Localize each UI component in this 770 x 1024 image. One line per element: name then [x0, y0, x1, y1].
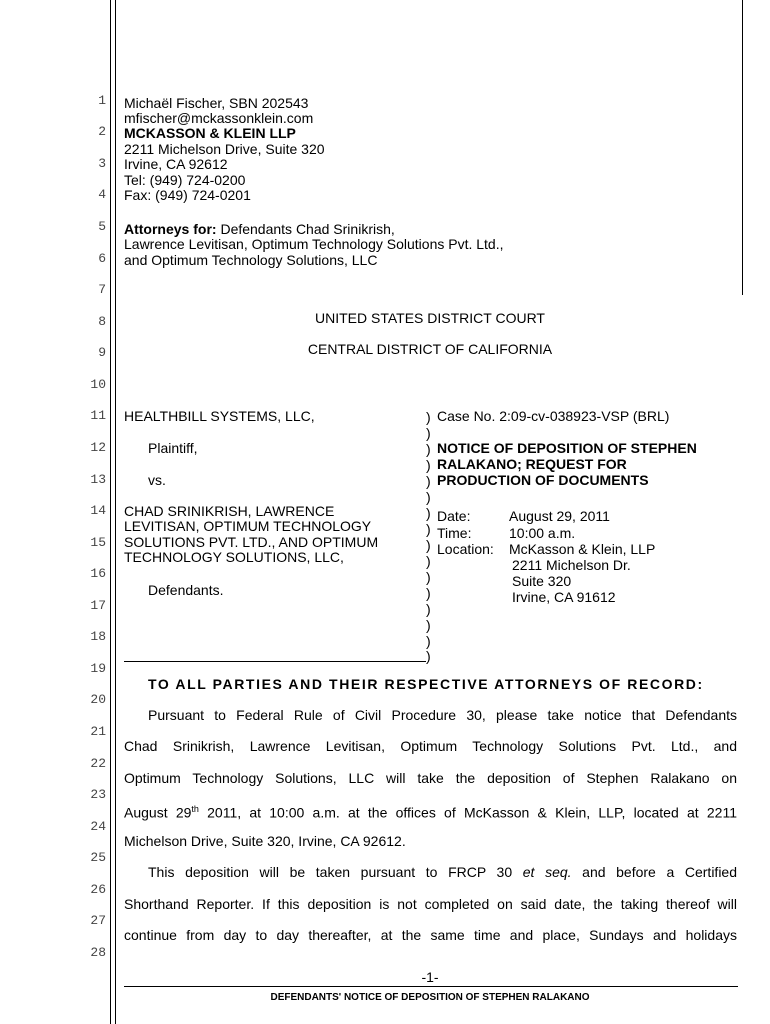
line-number: 11	[90, 408, 106, 423]
caption-paren: )	[426, 553, 431, 569]
firm-fax: Fax: (949) 724-0201	[124, 187, 251, 203]
line-number: 3	[98, 156, 106, 171]
ordinal-suffix: th	[191, 804, 199, 814]
paragraph-2-line-1-start: This deposition will be taken pursuant to FRCP 30	[148, 864, 523, 880]
defendants-line-2: LEVITISAN, OPTIMUM TECHNOLOGY	[124, 518, 372, 534]
footer-rule	[124, 986, 738, 987]
line-number: 13	[90, 472, 106, 487]
attorneys-for-line-2: Lawrence Levitisan, Optimum Technology Solutions Pvt. Ltd.,	[124, 236, 504, 252]
line-number: 14	[90, 503, 106, 518]
location-label: Location:	[437, 541, 494, 557]
line-number: 20	[90, 692, 106, 707]
attorney-name: Michaël Fischer, SBN 202543	[124, 95, 309, 111]
paragraph-1-line-4-rest: 2011, at 10:00 a.m. at the offices of McKasson & Klein, LLP, located at 2211	[198, 804, 737, 821]
line-number: 7	[98, 282, 106, 297]
line-number: 21	[90, 724, 106, 739]
line-number: 12	[90, 440, 106, 455]
document-title-line-1: NOTICE OF DEPOSITION OF STEPHEN	[437, 440, 697, 456]
attorneys-for-label: Attorneys for:	[124, 221, 217, 237]
time-label: Time:	[437, 525, 472, 541]
caption-paren: )	[426, 585, 431, 601]
line-number: 5	[98, 219, 106, 234]
line-number: 9	[98, 345, 106, 360]
date-label: Date:	[437, 508, 471, 524]
line-number: 1	[98, 93, 106, 108]
location-line-3: Suite 320	[512, 573, 572, 589]
line-number: 25	[90, 850, 106, 865]
line-number: 19	[90, 661, 106, 676]
time-value: 10:00 a.m.	[509, 525, 576, 541]
line-number: 27	[90, 913, 106, 928]
caption-paren: )	[426, 457, 431, 473]
left-margin-rule-inner	[115, 0, 116, 1024]
paragraph-1-line-5: Michelson Drive, Suite 320, Irvine, CA 92612.	[124, 833, 406, 849]
caption-paren: )	[426, 569, 431, 585]
paragraph-2-line-1	[148, 865, 737, 881]
footer-title: DEFENDANTS' NOTICE OF DEPOSITION OF STEPHEN RALAKANO	[270, 992, 590, 1003]
right-margin-rule	[742, 0, 743, 295]
firm-address-2: Irvine, CA 92612	[124, 156, 228, 172]
paragraph-2-line-3: continue from day to day thereafter, at the same time and place, Sundays and holidays	[124, 927, 737, 943]
line-number: 6	[98, 251, 106, 266]
line-number: 8	[98, 314, 106, 329]
deposition-date-text: August 29	[124, 804, 192, 821]
paragraph-1-line-2: Chad Srinikrish, Lawrence Levitisan, Optimum Technology Solutions Pvt. Ltd., and	[124, 738, 737, 754]
line-number: 2	[98, 124, 106, 139]
defendants-label: Defendants.	[148, 582, 224, 598]
plaintiff-name: HEALTHBILL SYSTEMS, LLC,	[124, 408, 315, 424]
date-value: August 29, 2011	[509, 508, 610, 524]
document-title-line-3: PRODUCTION OF DOCUMENTS	[437, 472, 649, 488]
et-seq: et seq.	[522, 864, 572, 880]
line-number: 17	[90, 598, 106, 613]
salutation: TO ALL PARTIES AND THEIR RESPECTIVE ATTORNEYS OF RECORD:	[148, 676, 704, 692]
location-line-4: Irvine, CA 91612	[512, 589, 616, 605]
paragraph-1-line-1: Pursuant to Federal Rule of Civil Procedure 30, please take notice that Defendants	[148, 707, 737, 723]
paragraph-2-line-2: Shorthand Reporter. If this deposition is not completed on said date, the taking thereof will	[124, 896, 737, 912]
firm-name: MCKASSON & KLEIN LLP	[124, 125, 296, 141]
paragraph-1-line-3: Optimum Technology Solutions, LLC will take the deposition of Stephen Ralakano on	[124, 770, 737, 786]
line-number: 23	[90, 787, 106, 802]
caption-paren: )	[426, 425, 431, 441]
firm-address-1: 2211 Michelson Drive, Suite 320	[124, 141, 325, 157]
caption-paren: )	[426, 617, 431, 633]
line-number: 15	[90, 535, 106, 550]
defendants-line-4: TECHNOLOGY SOLUTIONS, LLC,	[124, 549, 344, 565]
caption-bottom-rule	[124, 661, 426, 662]
attorney-email: mfischer@mckassonklein.com	[124, 110, 314, 126]
defendants-line-3: SOLUTIONS PVT. LTD., AND OPTIMUM	[124, 534, 379, 550]
caption-paren: )	[426, 489, 431, 505]
caption-paren: )	[426, 441, 431, 457]
caption-paren: )	[426, 505, 431, 521]
page-number: -1-	[421, 969, 439, 985]
caption-paren: )	[426, 601, 431, 617]
line-number: 10	[90, 377, 106, 392]
firm-tel: Tel: (949) 724-0200	[124, 172, 246, 188]
line-number: 26	[90, 882, 106, 897]
location-line-1: McKasson & Klein, LLP	[509, 541, 656, 557]
attorneys-for-text: Defendants Chad Srinikrish,	[216, 221, 395, 237]
caption-paren: )	[426, 648, 431, 664]
line-number: 22	[90, 756, 106, 771]
court-name: UNITED STATES DISTRICT COURT	[315, 310, 545, 326]
paragraph-1-line-4	[124, 802, 737, 821]
attorneys-for-line-3: and Optimum Technology Solutions, LLC	[124, 252, 378, 268]
line-number: 18	[90, 629, 106, 644]
left-margin-rule-outer	[110, 0, 111, 1024]
paragraph-2-line-1-end: and before a Certified	[571, 864, 738, 880]
court-district: CENTRAL DISTRICT OF CALIFORNIA	[307, 341, 553, 357]
caption-paren: )	[426, 537, 431, 553]
line-number: 28	[90, 945, 106, 960]
line-number: 16	[90, 566, 106, 581]
caption-paren: )	[426, 409, 431, 425]
line-number: 4	[98, 187, 106, 202]
caption-paren: )	[426, 473, 431, 489]
location-line-2: 2211 Michelson Dr.	[512, 557, 631, 573]
plaintiff-label: Plaintiff,	[148, 440, 198, 456]
versus: vs.	[148, 472, 166, 488]
caption-paren: )	[426, 521, 431, 537]
caption-paren: )	[426, 633, 431, 649]
document-title-line-2: RALAKANO; REQUEST FOR	[437, 456, 627, 472]
line-number: 24	[90, 819, 106, 834]
defendants-line-1: CHAD SRINIKRISH, LAWRENCE	[124, 503, 335, 519]
case-number: Case No. 2:09-cv-038923-VSP (BRL)	[437, 408, 670, 424]
